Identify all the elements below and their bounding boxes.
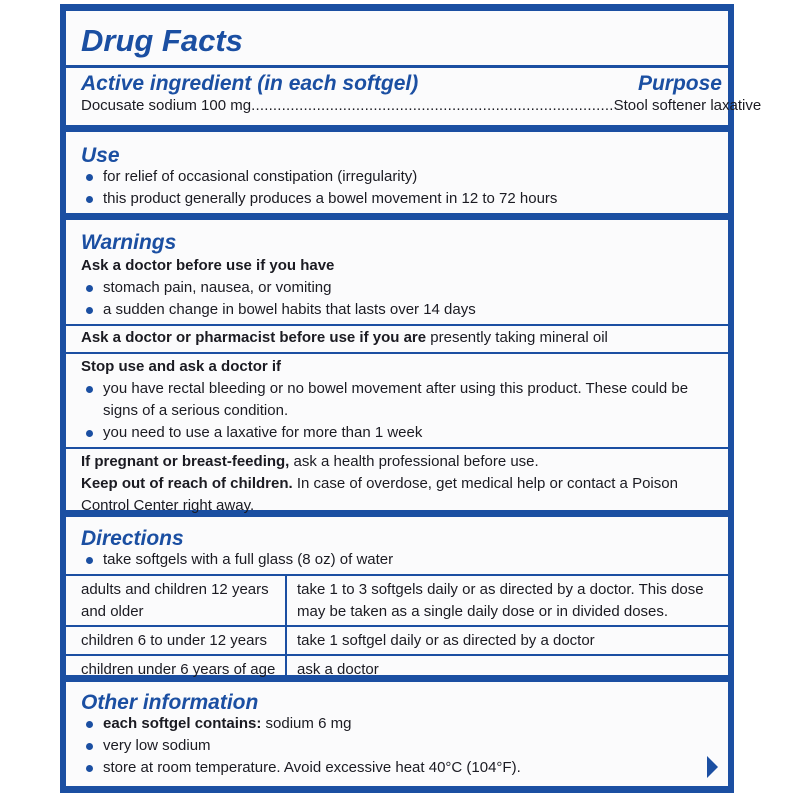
use-item: this product generally produces a bowel movement in 12 to 72 hours xyxy=(81,188,722,210)
ask-doctor-item: a sudden change in bowel habits that lasts over 14 days xyxy=(81,299,722,324)
pharmacist-bold: Ask a doctor or pharmacist before use if you are xyxy=(81,329,427,346)
active-ingredient-box xyxy=(66,11,762,125)
other-information-box xyxy=(66,682,728,786)
ingredient-name: Docusate sodium 100 mg xyxy=(81,97,252,114)
active-ingredient-heading: Active ingredient (in each softgel) xyxy=(81,72,419,95)
children-bold: Keep out of reach of children. xyxy=(81,475,293,492)
right-triangle-arrow-icon[interactable] xyxy=(707,756,718,778)
ingredient-purpose: Stool softener laxative xyxy=(613,97,762,114)
other-information-heading: Other information xyxy=(81,691,259,714)
softgel-contains-bold: each softgel contains: xyxy=(103,715,262,732)
use-heading: Use xyxy=(81,144,120,167)
pharmacist-warning xyxy=(66,324,728,352)
directions-table xyxy=(66,574,728,683)
drug-facts-title: Drug Facts xyxy=(81,23,243,58)
directions-heading: Directions xyxy=(81,527,184,550)
table-row xyxy=(66,655,728,683)
dose-cell: take 1 softgel daily or as directed by a doctor xyxy=(286,626,728,655)
age-group-cell: children under 6 years of age xyxy=(66,655,286,683)
pharmacist-text: presently taking mineral oil xyxy=(426,329,608,346)
pregnancy-children-section xyxy=(66,447,728,517)
table-row xyxy=(66,626,728,655)
children-text: In case of overdose, get medical help or contact a Poison Control Center right away. xyxy=(81,475,678,514)
dose-cell: take 1 to 3 softgels daily or as directed by a doctor. This dose may be taken as a single daily dose or in divided doses. xyxy=(286,575,728,626)
stop-use-heading: Stop use and ask a doctor if xyxy=(81,358,282,375)
warnings-box xyxy=(66,220,728,514)
leader-dots: ................................................................................... xyxy=(251,97,614,114)
ask-doctor-heading: Ask a doctor before use if you have xyxy=(81,257,335,274)
other-info-item: very low sodium xyxy=(81,735,722,757)
other-info-item: store at room temperature. Avoid excessive heat 40°C (104°F). xyxy=(81,757,722,779)
directions-box xyxy=(66,517,728,678)
other-info-item xyxy=(81,713,722,735)
ingredient-row xyxy=(81,95,762,117)
purpose-heading: Purpose xyxy=(637,72,722,95)
children-warning xyxy=(81,473,722,517)
warnings-heading: Warnings xyxy=(81,231,177,254)
title-rule xyxy=(66,65,728,68)
use-box xyxy=(66,132,728,213)
drug-facts-panel xyxy=(60,4,762,793)
table-row xyxy=(66,575,728,626)
stop-use-item: you have rectal bleeding or no bowel movement after using this product. These could be signs of a serious condition. xyxy=(81,378,722,422)
pregnant-bold: If pregnant or breast-feeding, xyxy=(81,453,290,470)
dose-cell: ask a doctor xyxy=(286,655,728,683)
stop-use-item: you need to use a laxative for more than 1 week xyxy=(81,422,722,444)
pregnant-text: ask a health professional before use. xyxy=(289,453,539,470)
age-group-cell: adults and children 12 years and older xyxy=(66,575,286,626)
pregnancy-warning xyxy=(81,451,722,473)
directions-intro: take softgels with a full glass (8 oz) of water xyxy=(81,549,722,574)
stop-use-section xyxy=(66,352,728,447)
age-group-cell: children 6 to under 12 years xyxy=(66,626,286,655)
use-item: for relief of occasional constipation (irregularity) xyxy=(81,166,722,188)
softgel-contains-text: sodium 6 mg xyxy=(261,715,352,732)
ask-doctor-item: stomach pain, nausea, or vomiting xyxy=(81,277,722,299)
